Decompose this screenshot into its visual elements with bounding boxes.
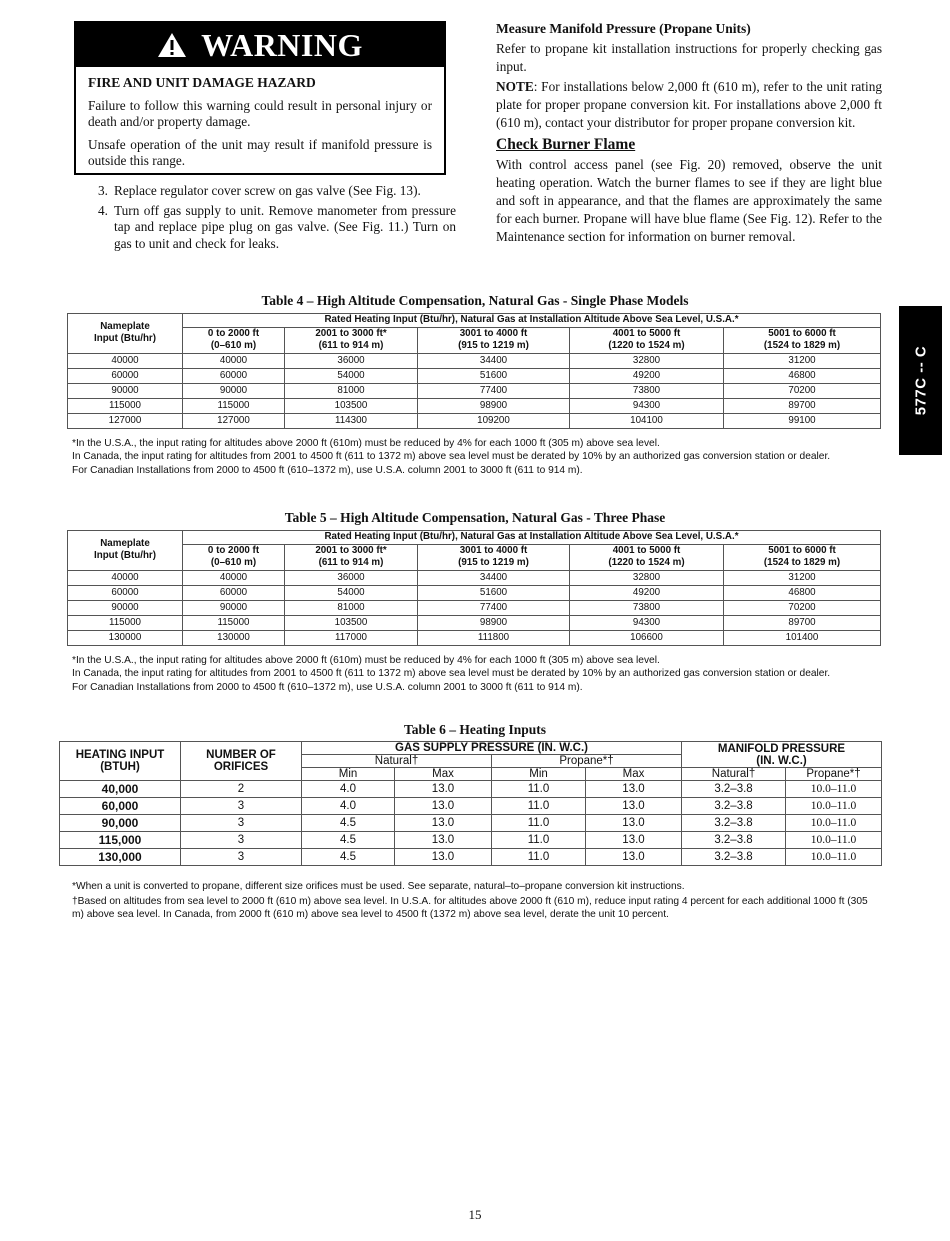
table6-header-heating-input xyxy=(60,742,181,781)
table-cell: 31200 xyxy=(724,353,881,368)
table6-header-natural: Natural† xyxy=(302,755,492,768)
table5-col-header xyxy=(570,544,724,570)
table-note: For Canadian Installations from 2000 to 4500 ft (610–1372 m), use U.S.A. column 2001 to 3000 ft (611 to 914 m). xyxy=(72,681,583,693)
right-column xyxy=(496,20,882,248)
table5-col-header-line1: 0 to 2000 ft xyxy=(207,544,260,556)
table5-col-header xyxy=(183,544,285,570)
warning-title: WARNING xyxy=(201,26,363,63)
table5-col-header-line1: 2001 to 3000 ft* xyxy=(315,544,387,556)
table4-col-header-line2: (0–610 m) xyxy=(210,340,257,351)
table4 xyxy=(67,313,881,429)
table5-col-header-line2: (915 to 1219 m) xyxy=(458,557,529,568)
table-cell: 13.0 xyxy=(586,815,682,832)
table4-col-header-line1: 3001 to 4000 ft xyxy=(459,327,528,339)
table-row xyxy=(60,849,882,866)
step-text: Turn off gas supply to unit. Remove manometer from pressure tap and replace pipe plug on gas valve. (See Fig. 11.) Turn on gas to unit and check for leaks. xyxy=(114,202,456,251)
table-cell: 49200 xyxy=(570,585,724,600)
table-cell: 117000 xyxy=(285,630,418,645)
table4-col-header-line2: (1524 to 1829 m) xyxy=(763,340,841,351)
table-cell: 115000 xyxy=(183,615,285,630)
table-cell: 111800 xyxy=(418,630,570,645)
table-cell: 3.2–3.8 xyxy=(682,832,786,849)
procedure-steps xyxy=(90,183,456,255)
table5-group-header: Rated Heating Input (Btu/hr), Natural Gas at Installation Altitude Above Sea Level, U.S.A.* xyxy=(183,531,881,545)
table-cell: 3 xyxy=(181,832,302,849)
table5-col-header xyxy=(285,544,418,570)
table6-header-manifold xyxy=(682,742,882,768)
table-cell: 11.0 xyxy=(492,798,586,815)
table4-group-header: Rated Heating Input (Btu/hr), Natural Gas at Installation Altitude Above Sea Level, U.S.A.* xyxy=(183,314,881,328)
burner-flame-paragraph: With control access panel (see Fig. 20) removed, observe the unit heating operation. Watch the burner flames to see if they are light blue and soft in appearance, and that the flames are approximately the same for each burner. Propane will have blue flame (See Fig. 12). Refer to the Maintenance section for information on burner removal. xyxy=(496,157,882,244)
table6-header-orifices xyxy=(181,742,302,781)
table-cell: 13.0 xyxy=(586,781,682,798)
table4-col-header xyxy=(570,327,724,353)
table-cell: 103500 xyxy=(285,398,418,413)
table-cell: 98900 xyxy=(418,398,570,413)
table-cell: 4.5 xyxy=(302,815,395,832)
table-cell: 109200 xyxy=(418,413,570,428)
table4-col-header-line2: (1220 to 1524 m) xyxy=(608,340,685,351)
table-cell: 31200 xyxy=(724,570,881,585)
table-cell: 90000 xyxy=(183,600,285,615)
table5-notes xyxy=(72,654,884,694)
table-cell: 81000 xyxy=(285,600,418,615)
table-cell: 89700 xyxy=(724,615,881,630)
table4-header-nameplate xyxy=(68,314,183,354)
table-cell: 10.0–11.0 xyxy=(786,815,882,832)
table-row xyxy=(68,600,881,615)
table-row xyxy=(68,353,881,368)
table-cell: 94300 xyxy=(570,615,724,630)
table-cell: 77400 xyxy=(418,383,570,398)
table-cell: 99100 xyxy=(724,413,881,428)
step-text: Replace regulator cover screw on gas valve (See Fig. 13). xyxy=(114,183,421,198)
table4-col-header-line1: 5001 to 6000 ft xyxy=(768,327,836,339)
table-row xyxy=(60,781,882,798)
warning-text-1: Failure to follow this warning could result in personal injury or death and/or property damage. xyxy=(88,97,432,129)
table6-orifices-line2: ORIFICES xyxy=(213,761,269,773)
table-cell: 36000 xyxy=(285,353,418,368)
table6-heading-input-line1: HEATING INPUT xyxy=(75,749,165,761)
table6-header-min: Min xyxy=(492,768,586,781)
table-cell: 10.0–11.0 xyxy=(786,798,882,815)
table-cell: 60000 xyxy=(183,585,285,600)
table-cell: 60000 xyxy=(68,585,183,600)
table5-col-header xyxy=(418,544,570,570)
table-cell: 115000 xyxy=(183,398,285,413)
table5-col-header-line1: 4001 to 5000 ft xyxy=(612,544,681,556)
table-cell: 10.0–11.0 xyxy=(786,832,882,849)
table6-orifices-line1: NUMBER OF xyxy=(206,749,276,761)
warning-box xyxy=(74,21,446,175)
manifold-paragraph: Refer to propane kit installation instructions for properly checking gas input. xyxy=(496,41,882,74)
table-note: *In the U.S.A., the input rating for altitudes above 2000 ft (610m) must be reduced by 4% for each 1000 ft (305 m) above sea level. xyxy=(72,438,660,449)
warning-header xyxy=(76,23,444,67)
table5-col-header-line1: 3001 to 4000 ft xyxy=(459,544,528,556)
table-cell: 10.0–11.0 xyxy=(786,849,882,866)
table-cell: 101400 xyxy=(724,630,881,645)
table-cell: 40000 xyxy=(68,353,183,368)
table-cell: 13.0 xyxy=(395,815,492,832)
table-cell: 40000 xyxy=(183,353,285,368)
table-cell: 127000 xyxy=(183,413,285,428)
table-cell: 49200 xyxy=(570,368,724,383)
table-cell: 13.0 xyxy=(586,798,682,815)
step-item xyxy=(90,203,456,253)
table-cell: 70200 xyxy=(724,383,881,398)
table6-header-max: Max xyxy=(586,768,682,781)
table-cell: 3 xyxy=(181,849,302,866)
table-cell: 73800 xyxy=(570,600,724,615)
table4-caption: Table 4 – High Altitude Compensation, Natural Gas - Single Phase Models xyxy=(261,293,689,308)
table-cell: 46800 xyxy=(724,368,881,383)
table5-col-header-line2: (1524 to 1829 m) xyxy=(763,557,841,568)
table-row xyxy=(68,398,881,413)
table5-col-header xyxy=(724,544,881,570)
page-number: 15 xyxy=(468,1207,482,1222)
table-cell: 115000 xyxy=(68,398,183,413)
table-cell: 90,000 xyxy=(60,815,181,832)
table-cell: 90000 xyxy=(183,383,285,398)
table-cell: 36000 xyxy=(285,570,418,585)
table6-manifold-line1: MANIFOLD PRESSURE xyxy=(717,742,846,755)
table-note: For Canadian Installations from 2000 to 4500 ft (610–1372 m), use U.S.A. column 2001 to 3000 ft (611 to 914 m). xyxy=(72,464,583,476)
table6-caption: Table 6 – Heating Inputs xyxy=(403,722,547,737)
warning-body xyxy=(76,67,444,170)
note-text: : For installations below 2,000 ft (610 m), refer to the unit rating plate for proper propane conversion kit. For installations above 2,000 ft (610 m), contact your distributor for proper propane conversion kit. xyxy=(496,79,882,130)
table6-header-max: Max xyxy=(395,768,492,781)
table5 xyxy=(67,530,881,646)
table-cell: 34400 xyxy=(418,353,570,368)
table5-col-header-line2: (0–610 m) xyxy=(210,557,257,568)
table-cell: 11.0 xyxy=(492,815,586,832)
table-cell: 54000 xyxy=(285,368,418,383)
table4-col-header-line2: (915 to 1219 m) xyxy=(458,340,529,351)
step-item xyxy=(90,183,456,200)
table5-header-nameplate xyxy=(68,531,183,571)
table-cell: 104100 xyxy=(570,413,724,428)
table-cell: 51600 xyxy=(418,368,570,383)
section-heading-manifold: Measure Manifold Pressure (Propane Units) xyxy=(496,21,751,36)
table-cell: 13.0 xyxy=(586,849,682,866)
table4-col-header-line1: 4001 to 5000 ft xyxy=(612,327,681,339)
table6-manifold-line2: (IN. W.C.) xyxy=(756,754,807,767)
table4-col-header-line2: (611 to 914 m) xyxy=(318,340,384,351)
table-cell: 54000 xyxy=(285,585,418,600)
table-row xyxy=(60,815,882,832)
table-cell: 3.2–3.8 xyxy=(682,849,786,866)
table4-col-header-line1: 0 to 2000 ft xyxy=(207,327,260,339)
table6-heading-input-line2: (BTUH) xyxy=(100,761,140,773)
hazard-title: FIRE AND UNIT DAMAGE HAZARD xyxy=(88,75,316,90)
warning-text-2: Unsafe operation of the unit may result if manifold pressure is outside this range. xyxy=(88,136,432,168)
table-row xyxy=(68,585,881,600)
table-note: In Canada, the input rating for altitudes from 2001 to 4500 ft (611 to 1372 m) above sea level must be derated by 10% by an authorized gas conversion station or dealer. xyxy=(72,668,831,680)
table-row xyxy=(68,615,881,630)
table-row xyxy=(60,798,882,815)
table-cell: 60000 xyxy=(68,368,183,383)
step-number: 4. xyxy=(98,202,108,218)
table-cell: 13.0 xyxy=(395,849,492,866)
table-cell: 130000 xyxy=(68,630,183,645)
table-cell: 90000 xyxy=(68,600,183,615)
table-cell: 13.0 xyxy=(395,781,492,798)
table-cell: 4.0 xyxy=(302,798,395,815)
side-tab xyxy=(899,306,942,455)
table5-col-header-line2: (611 to 914 m) xyxy=(318,557,384,568)
table-note: *When a unit is converted to propane, different size orifices must be used. See separate, natural–to–propane conversion kit instructions. xyxy=(72,881,685,892)
table-cell: 3 xyxy=(181,798,302,815)
table4-col-header xyxy=(418,327,570,353)
table-cell: 40000 xyxy=(68,570,183,585)
table-cell: 40,000 xyxy=(60,781,181,798)
table-cell: 89700 xyxy=(724,398,881,413)
table-cell: 115,000 xyxy=(60,832,181,849)
table-cell: 98900 xyxy=(418,615,570,630)
table-cell: 51600 xyxy=(418,585,570,600)
table-cell: 60,000 xyxy=(60,798,181,815)
section-heading-burner-flame: Check Burner Flame xyxy=(496,136,636,153)
table4-nameplate-line1: Nameplate xyxy=(100,320,150,332)
table5-col-header-line2: (1220 to 1524 m) xyxy=(608,557,685,568)
table-cell: 10.0–11.0 xyxy=(786,781,882,798)
table6-header-manifold-natural: Natural† xyxy=(682,768,786,781)
table-cell: 46800 xyxy=(724,585,881,600)
table6-notes xyxy=(72,880,878,923)
table-note: In Canada, the input rating for altitudes from 2001 to 4500 ft (611 to 1372 m) above sea level must be derated by 10% by an authorized gas conversion station or dealer. xyxy=(72,451,831,463)
table-cell: 3.2–3.8 xyxy=(682,781,786,798)
table5-col-header-line1: 5001 to 6000 ft xyxy=(768,544,836,556)
table-cell: 130000 xyxy=(183,630,285,645)
table4-col-header xyxy=(724,327,881,353)
table-cell: 3.2–3.8 xyxy=(682,815,786,832)
table-cell: 73800 xyxy=(570,383,724,398)
table4-col-header xyxy=(285,327,418,353)
table-cell: 90000 xyxy=(68,383,183,398)
table-cell: 3.2–3.8 xyxy=(682,798,786,815)
table6 xyxy=(59,741,882,866)
table-cell: 34400 xyxy=(418,570,570,585)
table5-nameplate-line2: Input (Btu/hr) xyxy=(93,550,157,562)
table-cell: 13.0 xyxy=(586,832,682,849)
table-row xyxy=(68,383,881,398)
table4-col-header-line1: 2001 to 3000 ft* xyxy=(315,327,387,339)
table-cell: 11.0 xyxy=(492,832,586,849)
table-note: *In the U.S.A., the input rating for altitudes above 2000 ft (610m) must be reduced by 4% for each 1000 ft (305 m) above sea level. xyxy=(72,655,660,666)
note-paragraph xyxy=(496,78,882,132)
table-row xyxy=(68,368,881,383)
table6-header-gas-supply: GAS SUPPLY PRESSURE (IN. W.C.) xyxy=(302,742,682,755)
table-cell: 32800 xyxy=(570,570,724,585)
table-cell: 2 xyxy=(181,781,302,798)
step-number: 3. xyxy=(98,183,108,198)
table4-col-header xyxy=(183,327,285,353)
side-tab-label: 577C -- C xyxy=(912,345,929,416)
table-cell: 4.5 xyxy=(302,849,395,866)
table4-notes xyxy=(72,437,884,477)
table-cell: 13.0 xyxy=(395,832,492,849)
table-cell: 13.0 xyxy=(395,798,492,815)
table-row xyxy=(68,570,881,585)
table5-nameplate-line1: Nameplate xyxy=(100,537,150,549)
table-cell: 60000 xyxy=(183,368,285,383)
table-note: †Based on altitudes from sea level to 2000 ft (610 m) above sea level. In U.S.A. for altitudes above 2000 ft (610 m), reduce input rating 4 percent for each additional 1000 ft (305 m) above sea level. In Canada, from 2000 ft (610 m) above sea level to 4500 ft (1372 m) above sea level, derate the unit 10 percent. xyxy=(72,895,868,920)
table-cell: 77400 xyxy=(418,600,570,615)
table-cell: 11.0 xyxy=(492,849,586,866)
table-cell: 40000 xyxy=(183,570,285,585)
table-row xyxy=(68,630,881,645)
table-cell: 114300 xyxy=(285,413,418,428)
table-cell: 130,000 xyxy=(60,849,181,866)
table-cell: 94300 xyxy=(570,398,724,413)
table-cell: 11.0 xyxy=(492,781,586,798)
table-cell: 81000 xyxy=(285,383,418,398)
table-cell: 4.0 xyxy=(302,781,395,798)
table6-header-propane: Propane*† xyxy=(492,755,682,768)
table-cell: 4.5 xyxy=(302,832,395,849)
note-label: NOTE xyxy=(496,79,534,94)
table-cell: 32800 xyxy=(570,353,724,368)
table-row xyxy=(60,832,882,849)
table4-nameplate-line2: Input (Btu/hr) xyxy=(93,333,157,345)
table-row xyxy=(68,413,881,428)
table-cell: 70200 xyxy=(724,600,881,615)
table5-caption: Table 5 – High Altitude Compensation, Natural Gas - Three Phase xyxy=(284,510,666,525)
table-cell: 127000 xyxy=(68,413,183,428)
table-cell: 115000 xyxy=(68,615,183,630)
table-cell: 103500 xyxy=(285,615,418,630)
table6-header-min: Min xyxy=(302,768,395,781)
table-cell: 3 xyxy=(181,815,302,832)
table6-header-manifold-propane: Propane*† xyxy=(786,768,882,781)
warning-triangle-icon xyxy=(157,32,187,58)
table-cell: 106600 xyxy=(570,630,724,645)
